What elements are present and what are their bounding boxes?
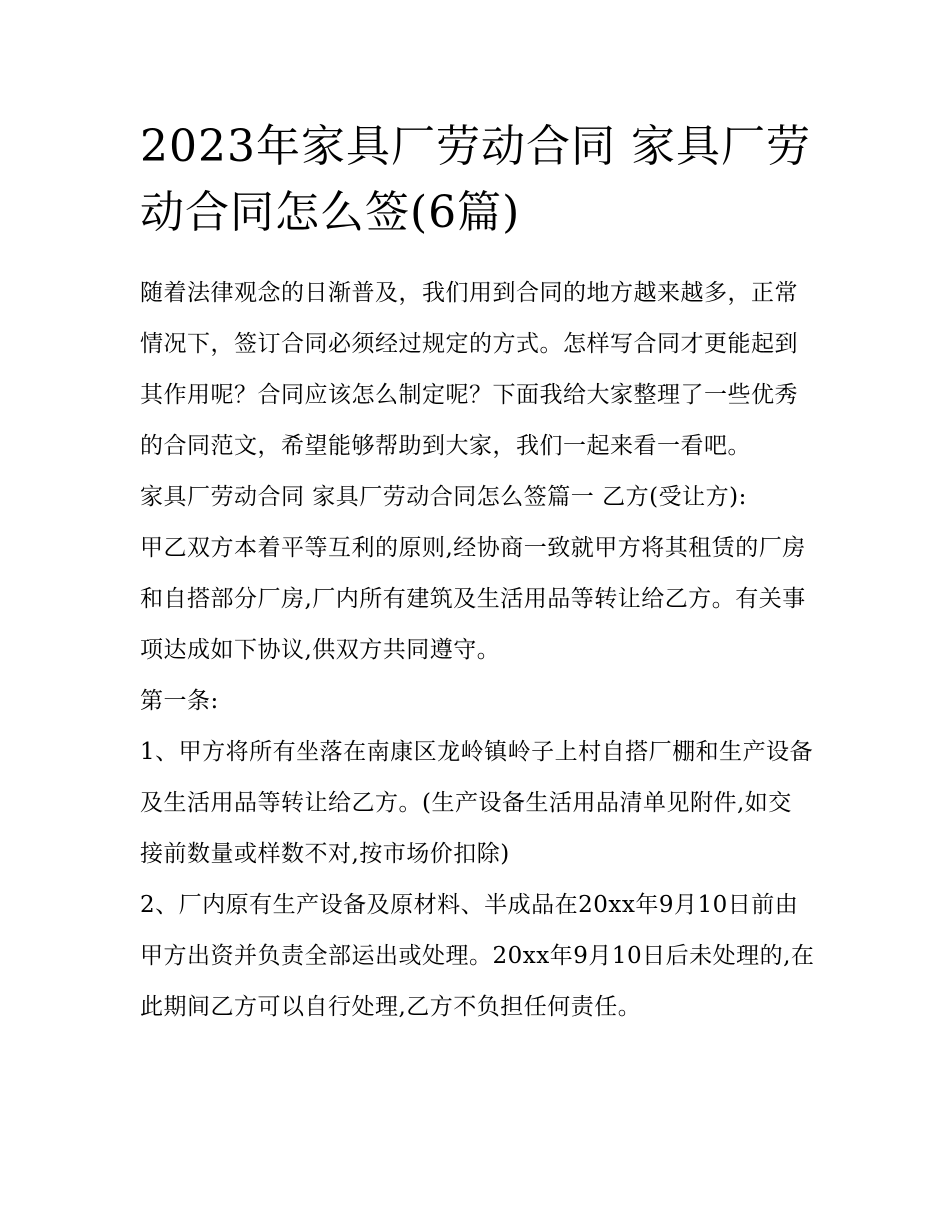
intro-paragraph: 随着法律观念的日渐普及，我们用到合同的地方越来越多，正常情况下，签订合同必须经过规定的方式。怎样写合同才更能起到其作用呢？合同应该怎么制定呢？下面我给大家整理了一些优秀的合同范文，希望能够帮助到大家，我们一起来看一看吧。 <box>140 280 798 459</box>
document-body <box>140 114 815 1033</box>
clause-1: 1、甲方将所有坐落在南康区龙岭镇岭子上村自搭厂棚和生产设备及生活用品等转让给乙方。(生产设备生活用品清单见附件,如交接前数量或样数不对,按市场价扣除) <box>140 739 814 867</box>
article-heading: 第一条: <box>140 688 219 714</box>
section-heading: 家具厂劳动合同 家具厂劳动合同怎么签篇一 乙方(受让方): <box>140 484 747 510</box>
agreement-paragraph: 甲乙双方本着平等互利的原则,经协商一致就甲方将其租赁的厂房和自搭部分厂房,厂内所有建筑及生活用品等转让给乙方。有关事项达成如下协议,供双方共同遵守。 <box>140 535 806 663</box>
document-title: 2023年家具厂劳动合同 家具厂劳动合同怎么签(6篇) <box>140 121 811 238</box>
clause-2: 2、厂内原有生产设备及原材料、半成品在20xx年9月10日前由甲方出资并负责全部运出或处理。20xx年9月10日后未处理的,在此期间乙方可以自行处理,乙方不负担任何责任。 <box>140 892 815 1020</box>
